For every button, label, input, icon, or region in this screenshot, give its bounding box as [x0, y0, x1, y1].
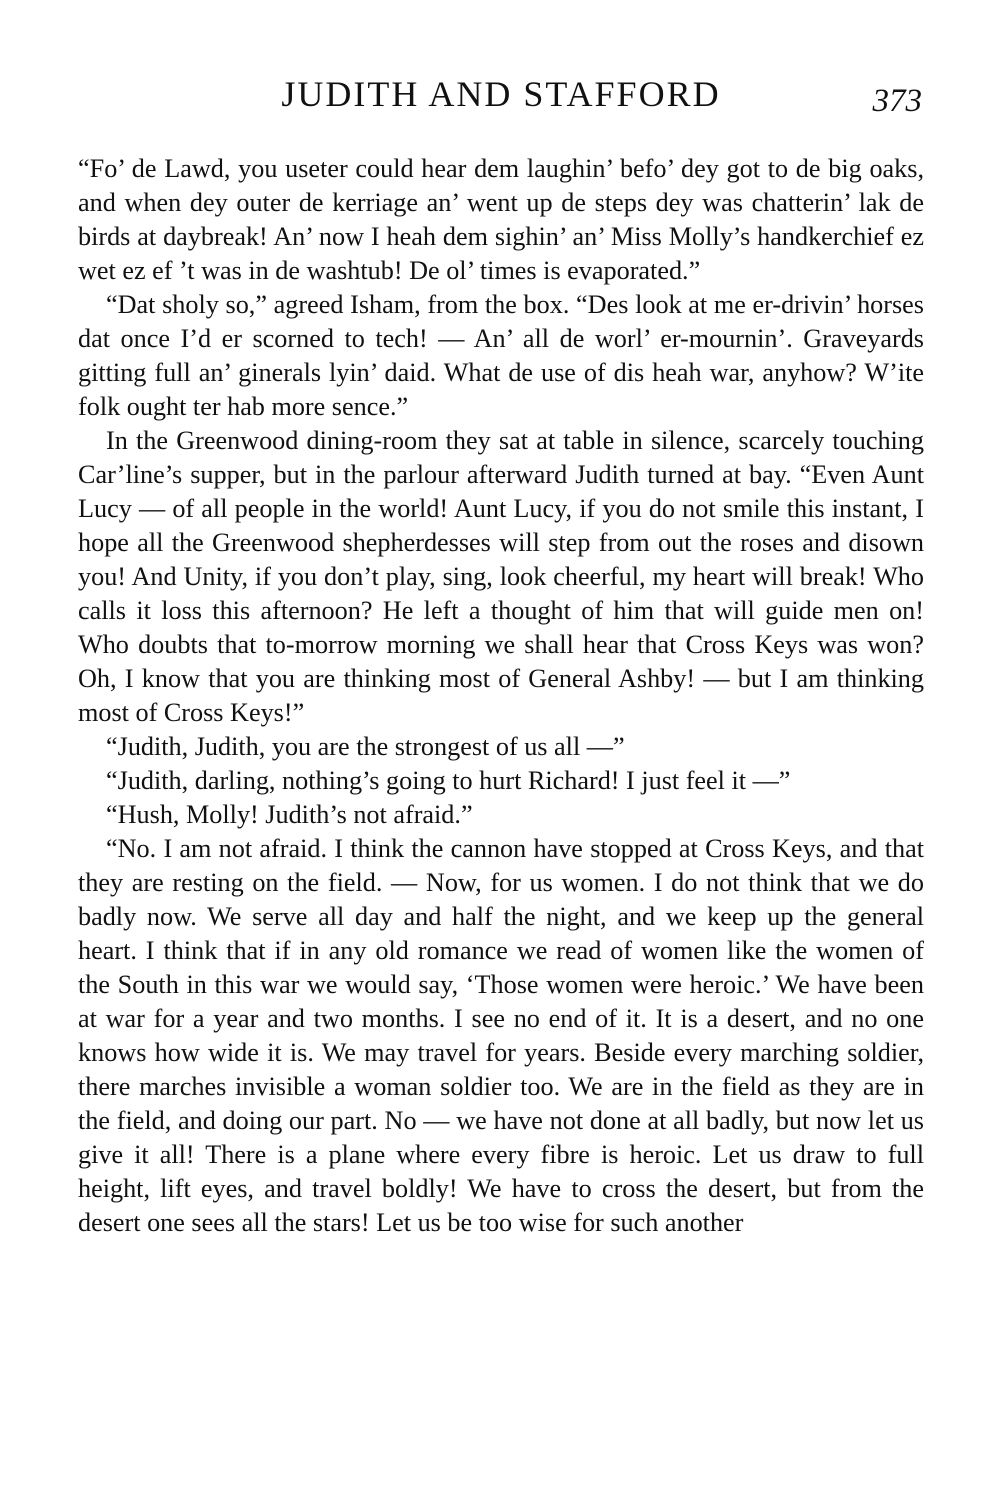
running-head [78, 72, 924, 122]
paragraph: “Hush, Molly! Judith’s not afraid.” [106, 800, 473, 829]
paragraph: “Dat sholy so,” agreed Isham, from the box. “Des look at me er-drivin’ horses dat once I’d er scorned to tech! — An’ all de worl’ er-mournin’. Graveyards gitting full an’ ginerals lyin’ daid. What de use of dis heah war, anyhow? W’ite folk ought ter hab more sence.” [78, 290, 924, 421]
paragraph: In the Greenwood dining-room they sat at table in silence, scarcely touching Car’line’s supper, but in the parlour afterward Judith turned at bay. “Even Aunt Lucy — of all people in the world! Aunt Lucy, if you do not smile this instant, I hope all the Greenwood shepherdesses will step from out the roses and disown you! And Unity, if you don’t play, sing, look cheerful, my heart will break! Who calls it loss this afternoon? He left a thought of him that will guide men on! Who doubts that to-morrow morning we shall hear that Cross Keys was won? Oh, I know that you are thinking most of General Ashby! — but I am thinking most of Cross Keys!” [78, 426, 924, 727]
paragraph: “No. I am not afraid. I think the cannon have stopped at Cross Keys, and that they are resting on the field. — Now, for us women. I do not think that we do badly now. We serve all day and half the night, and we keep up the general heart. I think that if in any old romance we read of women like the women of the South in this war we would say, ‘Those women were heroic.’ We have been at war for a year and two months. I see no end of it. It is a desert, and no one knows how wide it is. We may travel for years. Beside every marching soldier, there marches invisible a woman soldier too. We are in the field as they are in the field, and doing our part. No — we have not done at all badly, but now let us give it all! There is a plane where every fibre is heroic. Let us draw to full height, lift eyes, and travel boldly! We have to cross the desert, but from the desert one sees all the stars! Let us be too wise for such another [78, 834, 924, 1237]
book-page [78, 72, 924, 1452]
running-title: JUDITH AND STAFFORD [281, 74, 721, 114]
paragraph: “Fo’ de Lawd, you useter could hear dem laughin’ befo’ dey got to de big oaks, and when dey outer de kerriage an’ went up de steps dey was chatterin’ lak de birds at daybreak! An’ now I heah dem sighin’ an’ Miss Molly’s handkerchief ez wet ez ef ’t was in de washtub! De ol’ times is evaporated.” [78, 154, 924, 285]
paragraph: “Judith, Judith, you are the strongest of us all —” [106, 732, 625, 761]
body-text [78, 152, 924, 1240]
page-number: 373 [872, 83, 922, 119]
paragraph: “Judith, darling, nothing’s going to hurt Richard! I just feel it —” [106, 766, 791, 795]
